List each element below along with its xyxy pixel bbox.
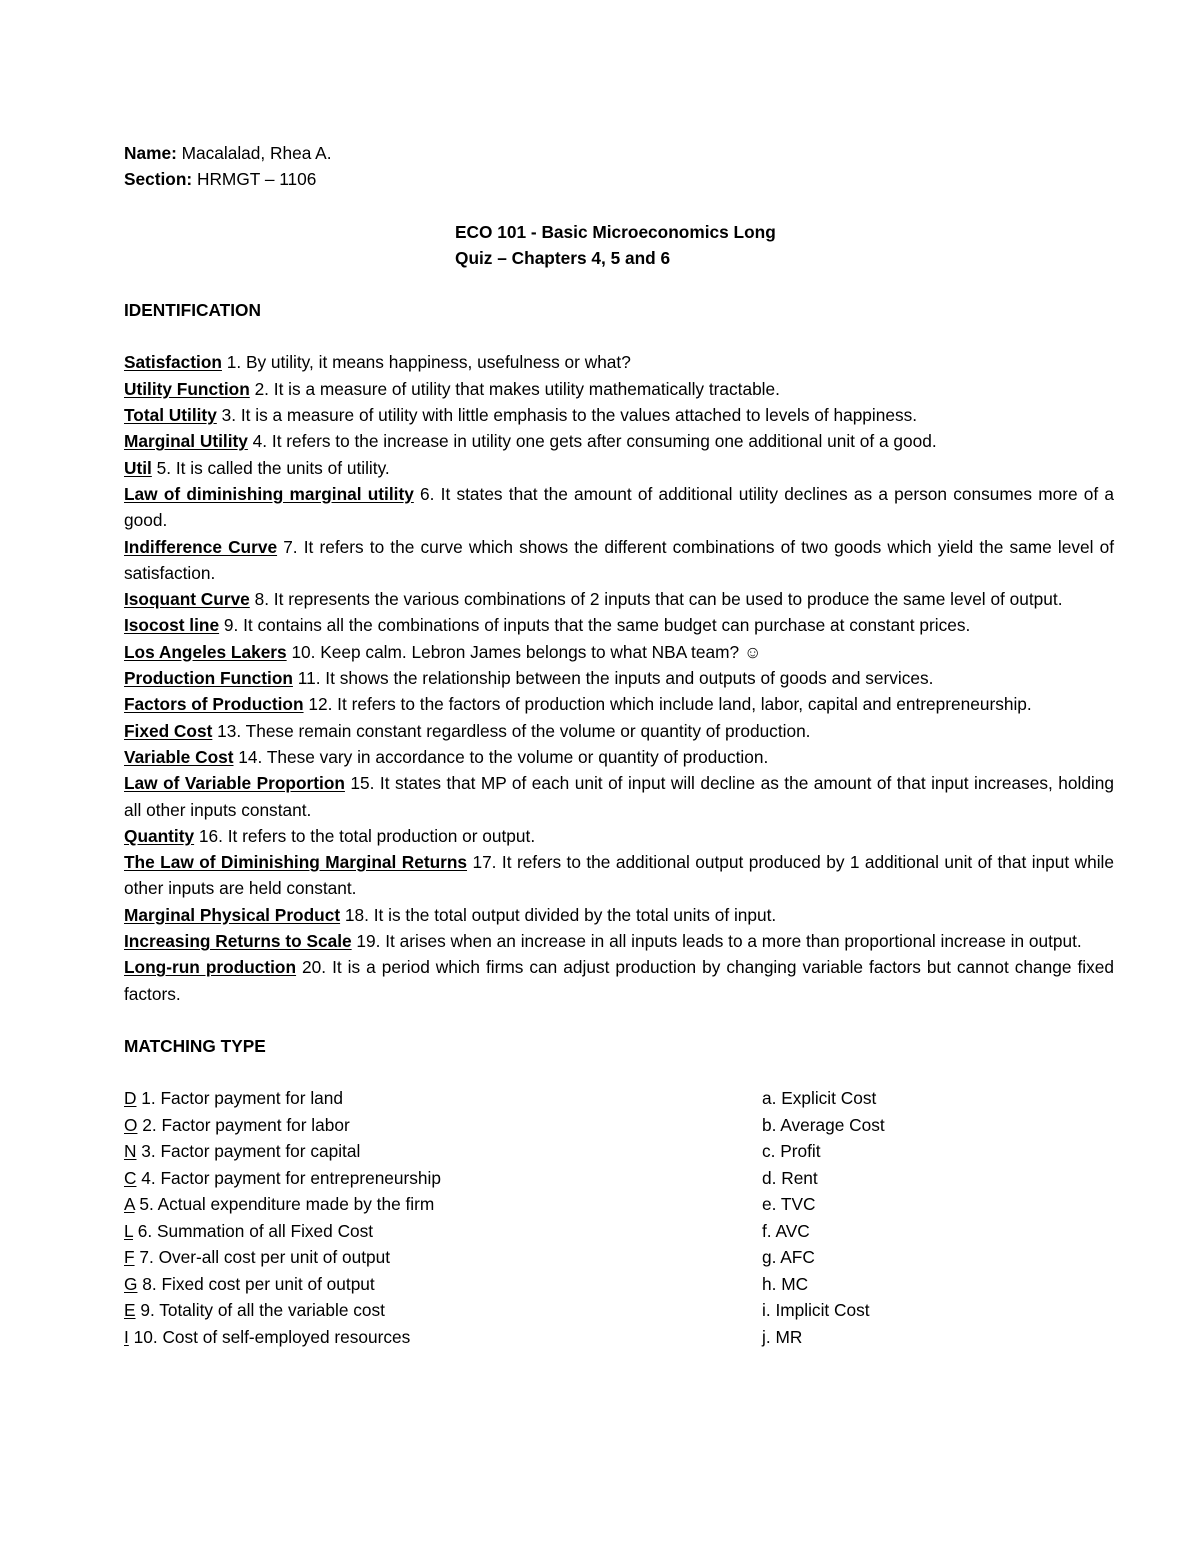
identification-answer: Los Angeles Lakers bbox=[124, 641, 287, 662]
matching-question-cell bbox=[124, 1138, 762, 1165]
identification-answer: Isoquant Curve bbox=[124, 589, 250, 610]
name-line bbox=[124, 140, 1114, 166]
matching-question-cell bbox=[124, 1271, 762, 1298]
identification-question: 6. It states that the amount of additional utility declines as a person consumes more of a good. bbox=[124, 483, 1114, 531]
identification-answer: Satisfaction bbox=[124, 352, 222, 373]
identification-answer: Variable Cost bbox=[124, 746, 234, 767]
identification-answer: The Law of Diminishing Marginal Returns bbox=[124, 852, 468, 873]
identification-answer: Utility Function bbox=[124, 378, 250, 399]
identification-answer: Util bbox=[124, 457, 152, 478]
matching-choice: c. Profit bbox=[762, 1141, 821, 1162]
matching-row bbox=[124, 1085, 1114, 1112]
identification-question: 4. It refers to the increase in utility one gets after consuming one additional unit of a good. bbox=[247, 431, 937, 452]
matching-answer: F bbox=[124, 1247, 135, 1268]
matching-choice: g. AFC bbox=[762, 1247, 815, 1268]
identification-item bbox=[124, 402, 1114, 428]
identification-item bbox=[124, 691, 1114, 717]
matching-answer: L bbox=[124, 1220, 133, 1241]
matching-question: 10. Cost of self-employed resources bbox=[128, 1326, 411, 1347]
matching-question: 3. Factor payment for capital bbox=[136, 1141, 361, 1162]
identification-question: 17. It refers to the additional output produced by 1 additional unit of that input while other inputs are held constant. bbox=[124, 852, 1115, 899]
identification-question: 20. It is a period which firms can adjust production by changing variable factors but cannot change fixed factors. bbox=[124, 957, 1114, 1004]
matching-question-cell bbox=[124, 1112, 762, 1139]
identification-question: 11. It shows the relationship between the inputs and outputs of goods and services. bbox=[292, 668, 934, 689]
matching-question: 7. Over-all cost per unit of output bbox=[134, 1247, 391, 1268]
matching-choice: i. Implicit Cost bbox=[762, 1300, 870, 1321]
matching-question-cell bbox=[124, 1218, 762, 1245]
matching-answer: I bbox=[124, 1326, 129, 1347]
identification-item bbox=[124, 744, 1114, 770]
matching-answer: O bbox=[124, 1114, 138, 1135]
identification-item bbox=[124, 428, 1114, 454]
matching-question: 1. Factor payment for land bbox=[136, 1088, 343, 1109]
identification-answer: Law of diminishing marginal utility bbox=[124, 483, 414, 504]
identification-heading: IDENTIFICATION bbox=[124, 300, 261, 321]
title-line-1: ECO 101 - Basic Microeconomics Long bbox=[455, 221, 776, 242]
matching-row bbox=[124, 1138, 1114, 1165]
matching-row bbox=[124, 1165, 1114, 1192]
matching-answer: A bbox=[124, 1194, 135, 1215]
name-label: Name: bbox=[124, 143, 177, 163]
matching-row bbox=[124, 1218, 1114, 1245]
matching-question-cell bbox=[124, 1297, 762, 1324]
identification-item bbox=[124, 586, 1114, 612]
identification-item bbox=[124, 928, 1114, 954]
identification-answer: Production Function bbox=[124, 668, 293, 689]
section-value: HRMGT – 1106 bbox=[192, 169, 317, 190]
identification-question: 15. It states that MP of each unit of input will decline as the amount of that input increases, holding all other inputs constant. bbox=[124, 773, 1114, 820]
identification-item bbox=[124, 455, 1114, 481]
matching-question: 4. Factor payment for entrepreneurship bbox=[136, 1167, 441, 1188]
identification-item bbox=[124, 665, 1114, 691]
title-line-2: Quiz – Chapters 4, 5 and 6 bbox=[455, 247, 671, 268]
identification-item bbox=[124, 534, 1114, 587]
identification-question: 12. It refers to the factors of production which include land, labor, capital and entrepreneurship. bbox=[303, 694, 1032, 715]
identification-question: 3. It is a measure of utility with little emphasis to the values attached to levels of happiness. bbox=[216, 405, 918, 426]
matching-question: 9. Totality of all the variable cost bbox=[135, 1300, 385, 1321]
matching-answer: N bbox=[124, 1141, 137, 1162]
identification-question: 14. These vary in accordance to the volume or quantity of production. bbox=[233, 746, 769, 767]
identification-answer: Increasing Returns to Scale bbox=[124, 931, 352, 952]
matching-question: 5. Actual expenditure made by the firm bbox=[134, 1194, 435, 1215]
identification-item bbox=[124, 954, 1114, 1007]
identification-answer: Total Utility bbox=[124, 405, 217, 426]
section-label: Section: bbox=[124, 169, 193, 190]
identification-item bbox=[124, 349, 1114, 375]
matching-answer: G bbox=[124, 1273, 138, 1294]
identification-question: 10. Keep calm. Lebron James belongs to what NBA team? ☺ bbox=[286, 641, 762, 662]
matching-question-cell bbox=[124, 1165, 762, 1192]
matching-choice: f. AVC bbox=[762, 1220, 810, 1241]
matching-question-cell bbox=[124, 1324, 762, 1351]
identification-answer: Marginal Physical Product bbox=[124, 904, 341, 925]
document-title bbox=[455, 219, 1114, 272]
matching-choice: j. MR bbox=[762, 1326, 803, 1347]
matching-row bbox=[124, 1191, 1114, 1218]
matching-question-cell bbox=[124, 1085, 762, 1112]
identification-item bbox=[124, 481, 1114, 534]
matching-question: 8. Fixed cost per unit of output bbox=[137, 1273, 375, 1294]
identification-answer: Isocost line bbox=[124, 615, 220, 636]
identification-item bbox=[124, 849, 1114, 902]
matching-choice: e. TVC bbox=[762, 1194, 816, 1215]
identification-item bbox=[124, 902, 1114, 928]
identification-list bbox=[124, 349, 1114, 1006]
matching-row bbox=[124, 1112, 1114, 1139]
matching-heading: MATCHING TYPE bbox=[124, 1035, 266, 1056]
identification-question: 16. It refers to the total production or output. bbox=[194, 825, 536, 846]
matching-choice: h. MC bbox=[762, 1273, 809, 1294]
identification-item bbox=[124, 612, 1114, 638]
identification-question: 1. By utility, it means happiness, usefulness or what? bbox=[221, 352, 631, 373]
identification-item bbox=[124, 376, 1114, 402]
identification-question: 5. It is called the units of utility. bbox=[151, 457, 390, 478]
matching-choice: b. Average Cost bbox=[762, 1114, 885, 1135]
matching-list bbox=[124, 1085, 1114, 1350]
matching-answer: D bbox=[124, 1088, 137, 1109]
identification-answer: Marginal Utility bbox=[124, 431, 248, 452]
matching-question: 6. Summation of all Fixed Cost bbox=[132, 1220, 374, 1241]
matching-row bbox=[124, 1324, 1114, 1351]
matching-answer: C bbox=[124, 1167, 137, 1188]
identification-question: 8. It represents the various combinations of 2 inputs that can be used to produce the same level of output. bbox=[249, 589, 1063, 610]
identification-item bbox=[124, 770, 1114, 823]
matching-row bbox=[124, 1244, 1114, 1271]
identification-item bbox=[124, 823, 1114, 849]
identification-answer: Law of Variable Proportion bbox=[124, 773, 345, 794]
identification-item bbox=[124, 718, 1114, 744]
name-value: Macalalad, Rhea A. bbox=[176, 143, 332, 163]
matching-choice: a. Explicit Cost bbox=[762, 1088, 877, 1109]
identification-question: 9. It contains all the combinations of inputs that the same budget can purchase at constant prices. bbox=[219, 615, 971, 636]
identification-item bbox=[124, 639, 1114, 665]
identification-question: 2. It is a measure of utility that makes utility mathematically tractable. bbox=[249, 378, 780, 399]
identification-answer: Factors of Production bbox=[124, 694, 304, 715]
document-page bbox=[124, 140, 1114, 1350]
identification-answer: Fixed Cost bbox=[124, 720, 213, 741]
identification-answer: Quantity bbox=[124, 825, 195, 846]
section-line bbox=[124, 166, 1114, 192]
identification-question: 13. These remain constant regardless of the volume or quantity of production. bbox=[212, 720, 811, 741]
identification-question: 7. It refers to the curve which shows the different combinations of two goods which yield the same level of satisfaction. bbox=[124, 536, 1114, 583]
matching-row bbox=[124, 1271, 1114, 1298]
matching-question-cell bbox=[124, 1244, 762, 1271]
identification-question: 19. It arises when an increase in all inputs leads to a more than proportional increase in output. bbox=[351, 931, 1082, 952]
matching-choice: d. Rent bbox=[762, 1167, 818, 1188]
matching-answer: E bbox=[124, 1300, 136, 1321]
matching-question-cell bbox=[124, 1191, 762, 1218]
identification-question: 18. It is the total output divided by the total units of input. bbox=[340, 904, 777, 925]
matching-question: 2. Factor payment for labor bbox=[137, 1114, 350, 1135]
identification-answer: Long-run production bbox=[124, 957, 297, 978]
identification-answer: Indifference Curve bbox=[124, 536, 278, 557]
matching-row bbox=[124, 1297, 1114, 1324]
